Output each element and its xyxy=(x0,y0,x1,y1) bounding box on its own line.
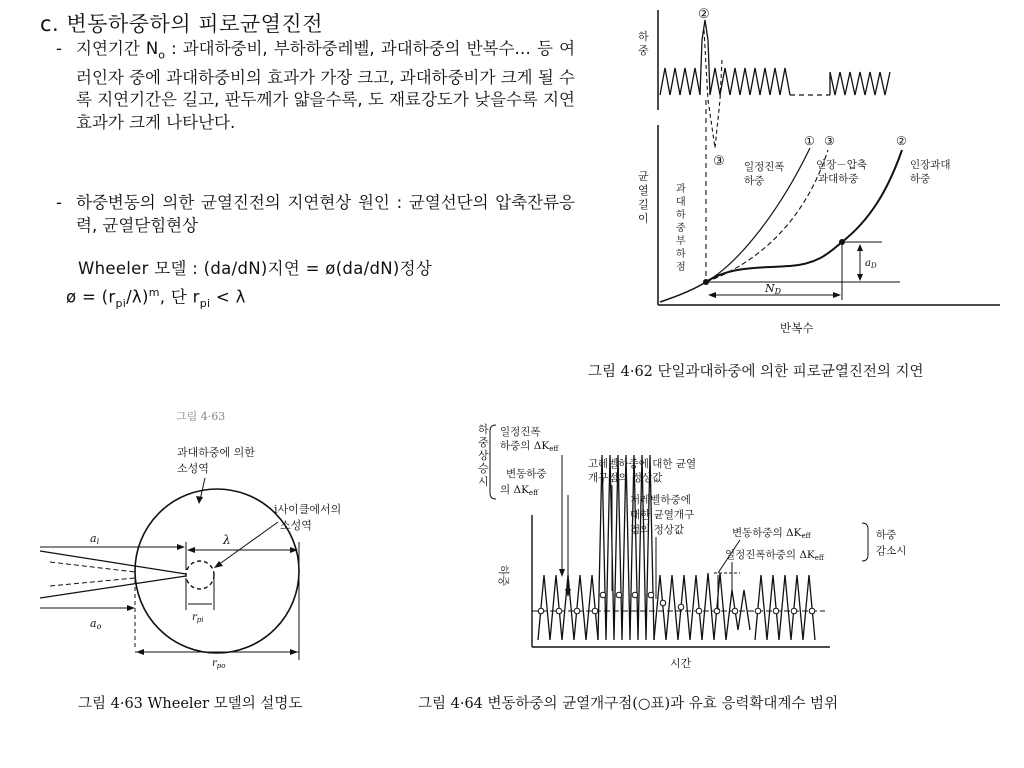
bullet-text: 하중변동의 의한 균열진전의 지연현상 원인 : 균열선단의 압축잔류응력, 균열닫힘현상 xyxy=(76,193,575,235)
ao-label xyxy=(90,617,102,631)
const-amp-label-1: 일정진폭 xyxy=(500,426,541,438)
eff-sub: eff xyxy=(549,445,559,453)
nd-arrow-head-right xyxy=(833,292,841,298)
figure-4-62-caption: 그림 4·62 단일과대하중에 의한 피로균열진전의 지연 xyxy=(588,364,924,380)
curve-marker-1: ① xyxy=(804,134,815,148)
opening-point xyxy=(660,600,666,606)
var-dk-label-1: 변동하중 xyxy=(506,468,547,480)
curve-marker-3: ③ xyxy=(824,134,835,148)
eff-sub: eff xyxy=(528,489,539,497)
var-dk-label-2 xyxy=(500,483,539,497)
ad-main: a xyxy=(865,258,871,269)
rpo-main: r xyxy=(212,658,217,669)
rpi-label xyxy=(192,612,204,624)
increase-char: 상 xyxy=(478,449,489,462)
opening-point xyxy=(755,608,761,614)
opening-point xyxy=(556,608,562,614)
low-level-label-3: 점의 정상값 xyxy=(630,524,685,536)
overload-point-label xyxy=(676,182,686,273)
low-level-label-1: 저레벨하중에 xyxy=(630,494,691,506)
var-dk-text: 의 ΔK xyxy=(500,484,529,496)
opening-point xyxy=(648,592,654,598)
curve2-label-1: 인장과대 xyxy=(910,159,951,171)
low-level-label-2: 대한 균열개구 xyxy=(630,509,695,521)
curve1-label-2: 하중 xyxy=(744,175,765,187)
opening-point xyxy=(574,608,580,614)
figure-4-63 xyxy=(40,420,370,680)
low-load-waves-right xyxy=(755,575,815,640)
increase-bracket xyxy=(490,425,496,499)
bullet-delay-period xyxy=(56,38,576,134)
opening-point xyxy=(538,608,544,614)
bullet-subscript: o xyxy=(158,48,165,62)
ghost-caption: 그림 4·63 xyxy=(176,410,226,423)
crack-lower-edge xyxy=(40,576,186,598)
load-axis-label: 하중 xyxy=(497,565,510,587)
nd-label xyxy=(764,282,782,296)
crack-label-3: 길 xyxy=(638,198,649,211)
formula-sup: m xyxy=(148,286,160,299)
opening-point xyxy=(714,608,720,614)
ad-arrow-head-bottom xyxy=(857,274,863,281)
cycles-label: 반복수 xyxy=(780,321,814,335)
page-title: c. 변동하중하의 피로균열진전 xyxy=(40,12,324,36)
const-amp-text: 하중의 ΔK xyxy=(500,440,550,452)
ai-label xyxy=(90,532,100,546)
increase-char: 하 xyxy=(478,423,489,436)
formula-part: < λ xyxy=(210,287,246,307)
crack-label-2: 열 xyxy=(638,184,649,197)
ao-sub: o xyxy=(96,622,102,631)
overload-point-char: 점 xyxy=(676,262,686,273)
crack-upper-edge xyxy=(40,551,186,574)
ai-main: a xyxy=(90,532,97,545)
decreased-load-waves xyxy=(702,573,750,640)
increase-char: 중 xyxy=(478,436,489,449)
rpi-main: r xyxy=(192,612,197,623)
figure-4-62 xyxy=(620,0,1020,350)
ad-arrow-head-top xyxy=(857,244,863,251)
decrease-bracket xyxy=(862,523,868,561)
load-waveform-left xyxy=(660,20,790,95)
opening-point xyxy=(592,608,598,614)
figure-4-64 xyxy=(470,415,940,680)
wheeler-formula-line2 xyxy=(66,282,246,315)
load-label-1: 하 xyxy=(638,30,649,43)
rpo-sub: po xyxy=(216,662,226,670)
overload-point-char: 중 xyxy=(676,223,686,234)
crack-label-4: 이 xyxy=(638,212,649,225)
const-dk2-text: 일정진폭하중의 ΔK xyxy=(725,549,815,561)
opening-point xyxy=(732,608,738,614)
lambda-label: λ xyxy=(223,533,231,547)
ao-main: a xyxy=(90,617,97,630)
base-curve xyxy=(660,282,706,302)
bullet-delay-cause xyxy=(56,192,575,237)
overload-point-char: 부 xyxy=(676,236,686,247)
overload-zone-label-1: 과대하중에 의한 xyxy=(177,446,255,459)
formula-part: , 단 r xyxy=(159,287,200,307)
overload-point-char: 하 xyxy=(676,249,686,260)
crack-label-1: 균 xyxy=(638,170,649,183)
increase-char: 승 xyxy=(478,462,489,475)
curve2-label-2: 하중 xyxy=(910,173,931,185)
curve1-label-1: 일정진폭 xyxy=(744,161,785,173)
nd-arrow-head-left xyxy=(708,292,716,298)
ad-sub: D xyxy=(870,262,877,270)
formula-part: /λ) xyxy=(126,287,149,307)
cycle-plastic-zone xyxy=(186,561,214,589)
time-axis-label: 시간 xyxy=(670,657,692,670)
eff-sub: eff xyxy=(814,554,824,562)
const-amp-arrow-head xyxy=(559,569,565,577)
curve-marker-2: ② xyxy=(896,134,907,148)
opening-point xyxy=(791,608,797,614)
crack-dashed-lower xyxy=(50,578,135,586)
opening-point xyxy=(809,608,815,614)
formula-sub: pi xyxy=(115,296,127,310)
var-dk2-label xyxy=(732,526,812,540)
high-level-label-1: 고레벨하중에 대한 균열 xyxy=(588,458,697,470)
overload-point-char: 대 xyxy=(676,197,686,208)
figure-4-64-caption: 그림 4·64 변동하중의 균열개구점(○표)과 유효 응력확대계수 범위 xyxy=(418,696,839,712)
curve3-label-2: 과대하중 xyxy=(818,173,859,185)
opening-point xyxy=(632,592,638,598)
load-increase-label xyxy=(478,422,489,488)
ao-arrow-head xyxy=(127,605,135,611)
opening-point xyxy=(616,592,622,598)
opening-point xyxy=(600,592,606,598)
overload-marker-2: ② xyxy=(698,7,710,22)
cycle-zone-label-1: i사이클에서의 xyxy=(274,503,342,516)
rpo-arrow-left xyxy=(136,649,144,655)
rpo-label xyxy=(212,658,225,670)
bullet-dash: - xyxy=(56,193,62,212)
bullet-text: 지연기간 N xyxy=(76,39,159,58)
ai-sub: i xyxy=(96,537,100,546)
opening-point xyxy=(678,604,684,610)
ad-label xyxy=(865,258,877,270)
eff-sub: eff xyxy=(801,532,811,540)
decrease-label-2: 감소시 xyxy=(876,545,907,557)
formula-part: ø = (r xyxy=(66,287,116,307)
var-dk2-text: 변동하중의 ΔK xyxy=(732,527,802,539)
formula-sub: pi xyxy=(199,296,211,310)
overload-marker-3: ③ xyxy=(713,154,725,169)
load-waveform-right xyxy=(830,72,890,95)
const-amp-label-2 xyxy=(500,439,559,453)
bullet-dash: - xyxy=(56,39,62,58)
load-label-2: 중 xyxy=(638,44,649,57)
overload-zone-pointer-head xyxy=(196,496,203,504)
increase-char: 시 xyxy=(478,475,489,488)
bullet-text-rest: : 과대하중비, 부하하중레벨, 과대하중의 반복수… 등 여러인자 중에 과대하중비의 효과가 가장 크고, 과대하중비가 크게 될 수록 지연기간은 길고, 판두께가 얇을수록, 도 재료강도가 낮을수록 지연효과가 크게 나타난다. xyxy=(76,39,576,132)
lambda-arrow-left xyxy=(187,547,195,553)
high-level-label-2: 개구점의 정상값 xyxy=(588,472,663,484)
opening-point xyxy=(696,608,702,614)
nd-main: N xyxy=(765,282,775,295)
figure-4-63-caption: 그림 4·63 Wheeler 모델의 설명도 xyxy=(78,696,303,712)
const-dk2-label xyxy=(725,548,825,562)
cycle-zone-label-2: 소성역 xyxy=(280,519,312,532)
rpo-arrow-right xyxy=(290,649,298,655)
ai-arrow-head xyxy=(177,544,185,550)
rpi-sub: pi xyxy=(196,616,204,624)
opening-point xyxy=(773,608,779,614)
decrease-label-1: 하중 xyxy=(876,529,897,541)
overload-point-char: 하 xyxy=(676,210,686,221)
curve3-label-1: 인장－압축 xyxy=(816,159,868,171)
wheeler-formula-line1: Wheeler 모델 : (da/dN)지연 = ø(da/dN)정상 xyxy=(78,259,433,278)
nd-sub: D xyxy=(774,287,782,296)
overload-point-char: 과 xyxy=(676,184,686,195)
overload-zone-label-2: 소성역 xyxy=(177,462,209,475)
